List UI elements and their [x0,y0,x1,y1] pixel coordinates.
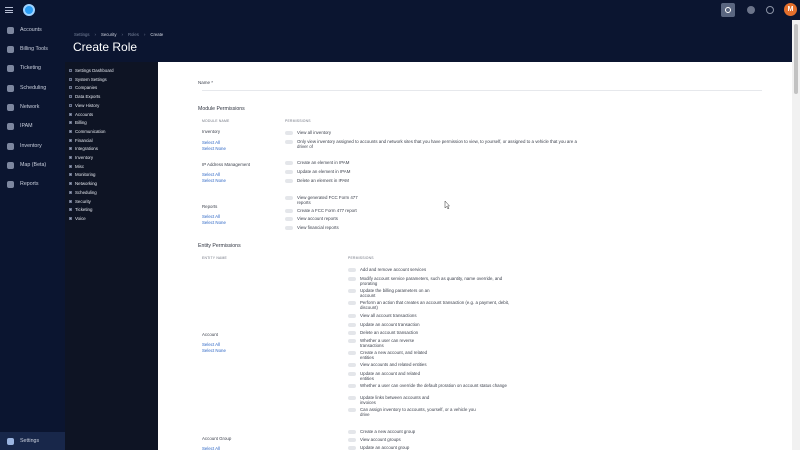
perm-text: Delete an element in IPAM [297,178,349,183]
module-permissions-title: Module Permissions [198,106,245,112]
toggle-switch[interactable] [285,217,293,222]
toggle-switch[interactable] [285,161,293,166]
scheduling-icon [7,85,14,92]
toggle-switch[interactable] [285,170,293,175]
toggle-switch[interactable] [348,268,356,273]
entity-account: Account [202,332,218,337]
perm-update-transaction[interactable] [348,322,420,327]
map-icon [7,162,14,169]
submenu-item-billing[interactable] [69,120,87,125]
perm-override-proration[interactable] [348,383,508,388]
perm-text: View all inventory [297,130,332,135]
perm-text: View accounts and related entities [360,362,427,367]
perm-text: Perform an action that creates an account transaction (e.g. a payment, debit, discount) [360,300,510,310]
perm-delete-transaction[interactable] [348,330,418,335]
submenu-label: Communication [75,128,106,134]
breadcrumb-create: Create [150,32,164,37]
bullet-icon [69,86,72,89]
perm-text: Update links between accounts and invoices [360,395,430,405]
bullet-icon [69,200,72,203]
nav-item-reports[interactable] [0,176,65,192]
entity-permissions-title: Entity Permissions [198,243,241,249]
perm-view-account-groups[interactable] [348,437,401,442]
select-all-link[interactable]: Select All [202,140,221,145]
select-all-link[interactable]: Select All [202,342,221,347]
user-avatar[interactable]: M [784,3,797,16]
bullet-icon [69,208,72,211]
module-ip-address-management: IP Address Management [202,162,251,167]
help-button[interactable] [744,3,758,17]
submenu-item-system-settings[interactable] [69,77,107,82]
perm-view-financial-reports[interactable] [285,225,339,230]
inventory-icon [7,143,14,150]
perm-text: View generated FCC Form 477 reports [297,195,358,205]
perm-create-fcc-report[interactable] [285,208,357,213]
mouse-cursor-icon [444,201,450,209]
submenu-item-misc[interactable] [69,164,84,169]
nav-label: Inventory [20,143,42,149]
perm-view-account-reports[interactable] [285,216,338,221]
bullet-icon [69,191,72,194]
perm-text: Modify account service parameters, such as quantity, name override, and prorating [360,276,503,286]
history-icon [766,6,774,14]
select-all-link[interactable]: Select All [202,214,221,219]
submenu-label: Accounts [75,111,94,117]
perm-text: Update the billing parameters on an account [360,288,430,298]
page-title: Create Role [73,40,138,54]
toggle-switch[interactable] [285,196,293,201]
ipam-icon [7,123,14,130]
module-reports: Reports [202,204,218,209]
bullet-icon [69,147,72,150]
search-icon [725,7,731,13]
perm-text: View all account transactions [360,313,417,318]
bullet-icon [69,95,72,98]
name-input[interactable] [202,90,762,91]
toggle-switch[interactable] [285,226,293,231]
toggle-switch[interactable] [348,277,356,282]
nav-label: Map (Beta) [20,162,47,168]
perm-service-parameters[interactable] [348,276,518,286]
toggle-switch[interactable] [348,408,356,413]
perm-assign-inventory[interactable] [348,407,483,417]
bullet-icon [69,121,72,124]
billing-tools-icon [7,46,14,53]
search-button[interactable] [721,3,735,17]
submenu-item-view-history[interactable] [69,103,99,108]
module-name-column: MODULE NAME [202,119,230,123]
perm-create-ipam[interactable] [285,160,349,165]
submenu-item-data-exports[interactable] [69,94,100,99]
perm-view-all-inventory[interactable] [285,130,331,135]
submenu-item-settings-dashboard[interactable] [69,68,114,73]
perm-text: Whether a user can override the default proration on account status change [360,383,507,388]
select-none-link[interactable]: Select None [202,348,226,353]
perm-text: Can assign inventory to accounts, yourself, or a vehicle you drive [360,407,476,417]
submenu-item-accounts[interactable] [69,112,93,117]
perm-text: Delete an account transaction [360,330,419,335]
perm-update-ipam[interactable] [285,169,350,174]
breadcrumb-chevron-icon: › [143,32,146,37]
select-all-link[interactable]: Select All [202,172,221,177]
rail-top [0,0,65,20]
perm-view-assigned-inventory[interactable] [285,139,585,149]
submenu-label: Inventory [75,155,94,160]
nav-item-map[interactable] [0,157,65,173]
submenu-label: Integrations [75,146,98,152]
ticketing-icon [7,65,14,72]
submenu-label: Financial [75,137,93,143]
bullet-icon [69,156,72,159]
submenu-item-monitoring[interactable] [69,172,96,177]
entity-account-group: Account Group [202,436,232,441]
hamburger-menu-icon[interactable] [5,7,13,13]
permissions-column: PERMISSIONS [285,119,311,123]
help-icon [747,6,755,14]
perm-billing-parameters[interactable] [348,288,440,298]
perm-text: Add and remove account services [360,267,427,272]
bullet-icon [69,78,72,81]
app-logo[interactable] [23,4,35,16]
name-label: Name * [198,80,214,85]
bullet-icon [69,139,72,142]
perm-delete-ipam[interactable] [285,178,349,183]
bullet-icon [69,113,72,116]
toggle-switch[interactable] [348,351,356,356]
select-none-link[interactable]: Select None [202,178,226,183]
submenu-label: System Settings [75,76,107,82]
submenu-item-voice[interactable] [69,216,86,221]
submenu-label: Data Exports [75,94,101,100]
toggle-switch[interactable] [348,331,356,336]
submenu-item-financial[interactable] [69,138,93,143]
toggle-switch[interactable] [348,372,356,377]
nav-label: Settings [20,438,40,444]
submenu-label: Ticketing [75,207,93,213]
page-header [65,20,800,62]
scrollbar[interactable] [792,20,800,450]
select-all-link[interactable]: Select All [202,446,221,451]
perm-text: View account reports [297,216,338,221]
nav-label: Scheduling [20,85,47,91]
top-bar [65,0,800,20]
perm-text: Update an element in IPAM [297,169,351,174]
bullet-icon [69,69,72,72]
perm-text: Update an account and related entities [360,371,421,381]
nav-item-ticketing[interactable] [0,60,65,76]
select-none-link[interactable]: Select None [202,220,226,225]
submenu-item-inventory[interactable] [69,155,93,160]
submenu-label: Monitoring [75,172,96,178]
breadcrumb [74,32,163,37]
nav-item-inventory[interactable] [0,138,65,154]
perm-update-account-group[interactable] [348,445,409,450]
toggle-switch[interactable] [285,131,293,136]
submenu-label: Settings Dashboard [75,68,114,73]
perm-text: Whether a user can reverse transactions [360,338,415,348]
submenu-label: Voice [75,215,86,221]
toggle-switch[interactable] [348,430,356,435]
submenu-item-security[interactable] [69,199,91,204]
scrollbar-thumb[interactable] [794,24,798,94]
history-button[interactable] [763,3,777,17]
reports-icon [7,181,14,188]
toggle-switch[interactable] [348,396,356,401]
perm-text: Only view inventory assigned to accounts and network sites that you have permission to view, to yourself, or assigned to a vehicle that you are a driver of [297,139,577,149]
toggle-switch[interactable] [348,384,356,389]
nav-item-billing-tools[interactable] [0,41,65,57]
bullet-icon [69,104,72,107]
bullet-icon [69,182,72,185]
perm-text: Create a new account, and related entities [360,350,428,360]
perm-account-services[interactable] [348,267,426,272]
permissions-column: PERMISSIONS [348,256,374,260]
perm-text: View financial reports [297,225,339,230]
nav-label: Reports [20,181,39,187]
toggle-switch[interactable] [285,179,293,184]
submenu-label: Billing [75,120,87,126]
perm-text: Create a new account group [360,429,416,434]
submenu-item-companies[interactable] [69,85,97,90]
left-rail [0,0,65,450]
module-inventory: Inventory [202,129,221,134]
perm-create-transaction[interactable] [348,300,526,310]
breadcrumb-chevron-icon: › [121,32,123,37]
submenu-item-scheduling[interactable] [69,190,97,195]
submenu-item-integrations[interactable] [69,146,98,151]
nav-item-network[interactable] [0,99,65,115]
toggle-switch[interactable] [285,209,293,214]
entity-name-column: ENTITY NAME [202,256,227,260]
toggle-switch[interactable] [348,289,356,294]
nav-label: Billing Tools [20,46,48,52]
perm-create-account-group[interactable] [348,429,415,434]
bullet-icon [69,130,72,133]
toggle-switch[interactable] [285,140,293,145]
perm-reverse-transactions[interactable] [348,338,423,348]
role-form [158,62,792,450]
breadcrumb-settings[interactable]: Settings [74,32,90,37]
perm-view-accounts[interactable] [348,362,427,367]
perm-view-transactions[interactable] [348,313,417,318]
nav-label: Accounts [20,27,42,33]
nav-item-scheduling[interactable] [0,80,65,96]
breadcrumb-chevron-icon: › [94,32,96,37]
bullet-icon [69,165,72,168]
nav-label: Ticketing [20,65,41,71]
settings-icon [7,438,14,445]
toggle-switch[interactable] [348,363,356,368]
bullet-icon [69,173,72,176]
perm-update-account[interactable] [348,371,433,381]
perm-text: Create a FCC Form 477 report [297,208,357,213]
submenu-label: Security [75,198,91,204]
select-none-link[interactable]: Select None [202,146,226,151]
toggle-switch[interactable] [348,438,356,443]
perm-update-invoice-links[interactable] [348,395,438,405]
submenu-label: Companies [75,85,98,91]
nav-label: IPAM [20,123,33,129]
nav-item-ipam[interactable] [0,118,65,134]
perm-text: Create an element in IPAM [297,160,350,165]
toggle-switch[interactable] [348,323,356,328]
toggle-switch[interactable] [348,339,356,344]
toggle-switch[interactable] [348,301,356,306]
breadcrumb-security[interactable]: Security [100,32,117,37]
submenu-label: View History [75,102,100,108]
nav-item-accounts[interactable] [0,22,65,38]
perm-text: View account groups [360,437,401,442]
perm-text: Update an account transaction [360,322,420,327]
perm-view-fcc-reports[interactable] [285,195,365,205]
submenu-item-communication[interactable] [69,129,106,134]
submenu-label: Scheduling [75,189,97,195]
breadcrumb-roles[interactable]: Roles [127,32,139,37]
toggle-switch[interactable] [348,446,356,451]
settings-submenu [65,62,158,450]
submenu-label: Networking [75,181,97,187]
nav-item-settings[interactable] [0,432,65,450]
bullet-icon [69,217,72,220]
toggle-switch[interactable] [348,314,356,319]
submenu-item-ticketing[interactable] [69,207,92,212]
network-icon [7,104,14,111]
submenu-label: Misc [75,163,85,169]
perm-text: Update an account group [360,445,410,450]
submenu-item-networking[interactable] [69,181,97,186]
nav-label: Network [20,104,40,110]
perm-create-account[interactable] [348,350,438,360]
accounts-icon [7,27,14,34]
